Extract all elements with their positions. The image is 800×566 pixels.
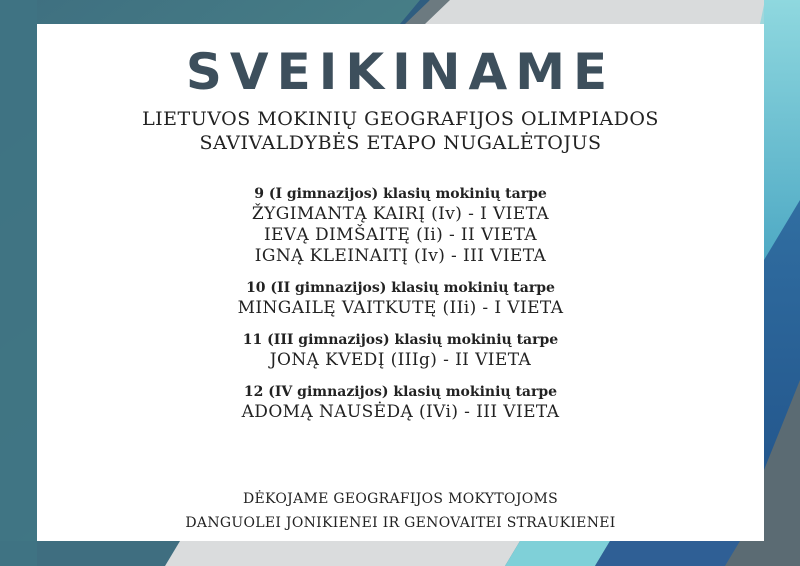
subtitle-line-1: LIETUVOS MOKINIŲ GEOGRAFIJOS OLIMPIADOS [142, 108, 659, 130]
winner-line: IGNĄ KLEINAITĮ (Iv) - III VIETA [254, 246, 547, 266]
winner-line: IEVĄ DIMŠAITĘ (Ii) - II VIETA [263, 225, 538, 245]
grade-11-group [37, 330, 764, 371]
results-list [37, 184, 764, 434]
grade-9-group [37, 184, 764, 267]
group-heading: 10 (II gimnazijos) klasių mokinių tarpe [246, 280, 555, 296]
winner-line: JONĄ KVEDĮ (IIIg) - II VIETA [269, 350, 532, 370]
thanks-note [37, 487, 764, 535]
thanks-line-2: DANGUOLEI JONIKIENEI IR GENOVAITEI STRAUKIENEI [185, 515, 616, 531]
subtitle-line-2: SAVIVALDYBĖS ETAPO NUGALĖTOJUS [199, 132, 602, 154]
group-heading: 11 (III gimnazijos) klasių mokinių tarpe [242, 332, 559, 348]
grade-10-group [37, 278, 764, 319]
winner-line: ŽYGIMANTĄ KAIRĮ (Iv) - I VIETA [251, 204, 550, 224]
winner-line: MINGAILĘ VAITKUTĘ (IIi) - I VIETA [237, 298, 564, 318]
group-heading: 9 (I gimnazijos) klasių mokinių tarpe [254, 186, 547, 202]
winner-line: ADOMĄ NAUSĖDĄ (IVi) - III VIETA [241, 402, 560, 422]
grade-12-group [37, 382, 764, 423]
thanks-line-1: DĖKOJAME GEOGRAFIJOS MOKYTOJOMS [242, 491, 559, 507]
announcement-card [37, 24, 764, 541]
subtitle [37, 107, 764, 155]
page-title: SVEIKINAME [185, 43, 616, 101]
group-heading: 12 (IV gimnazijos) klasių mokinių tarpe [243, 384, 558, 400]
